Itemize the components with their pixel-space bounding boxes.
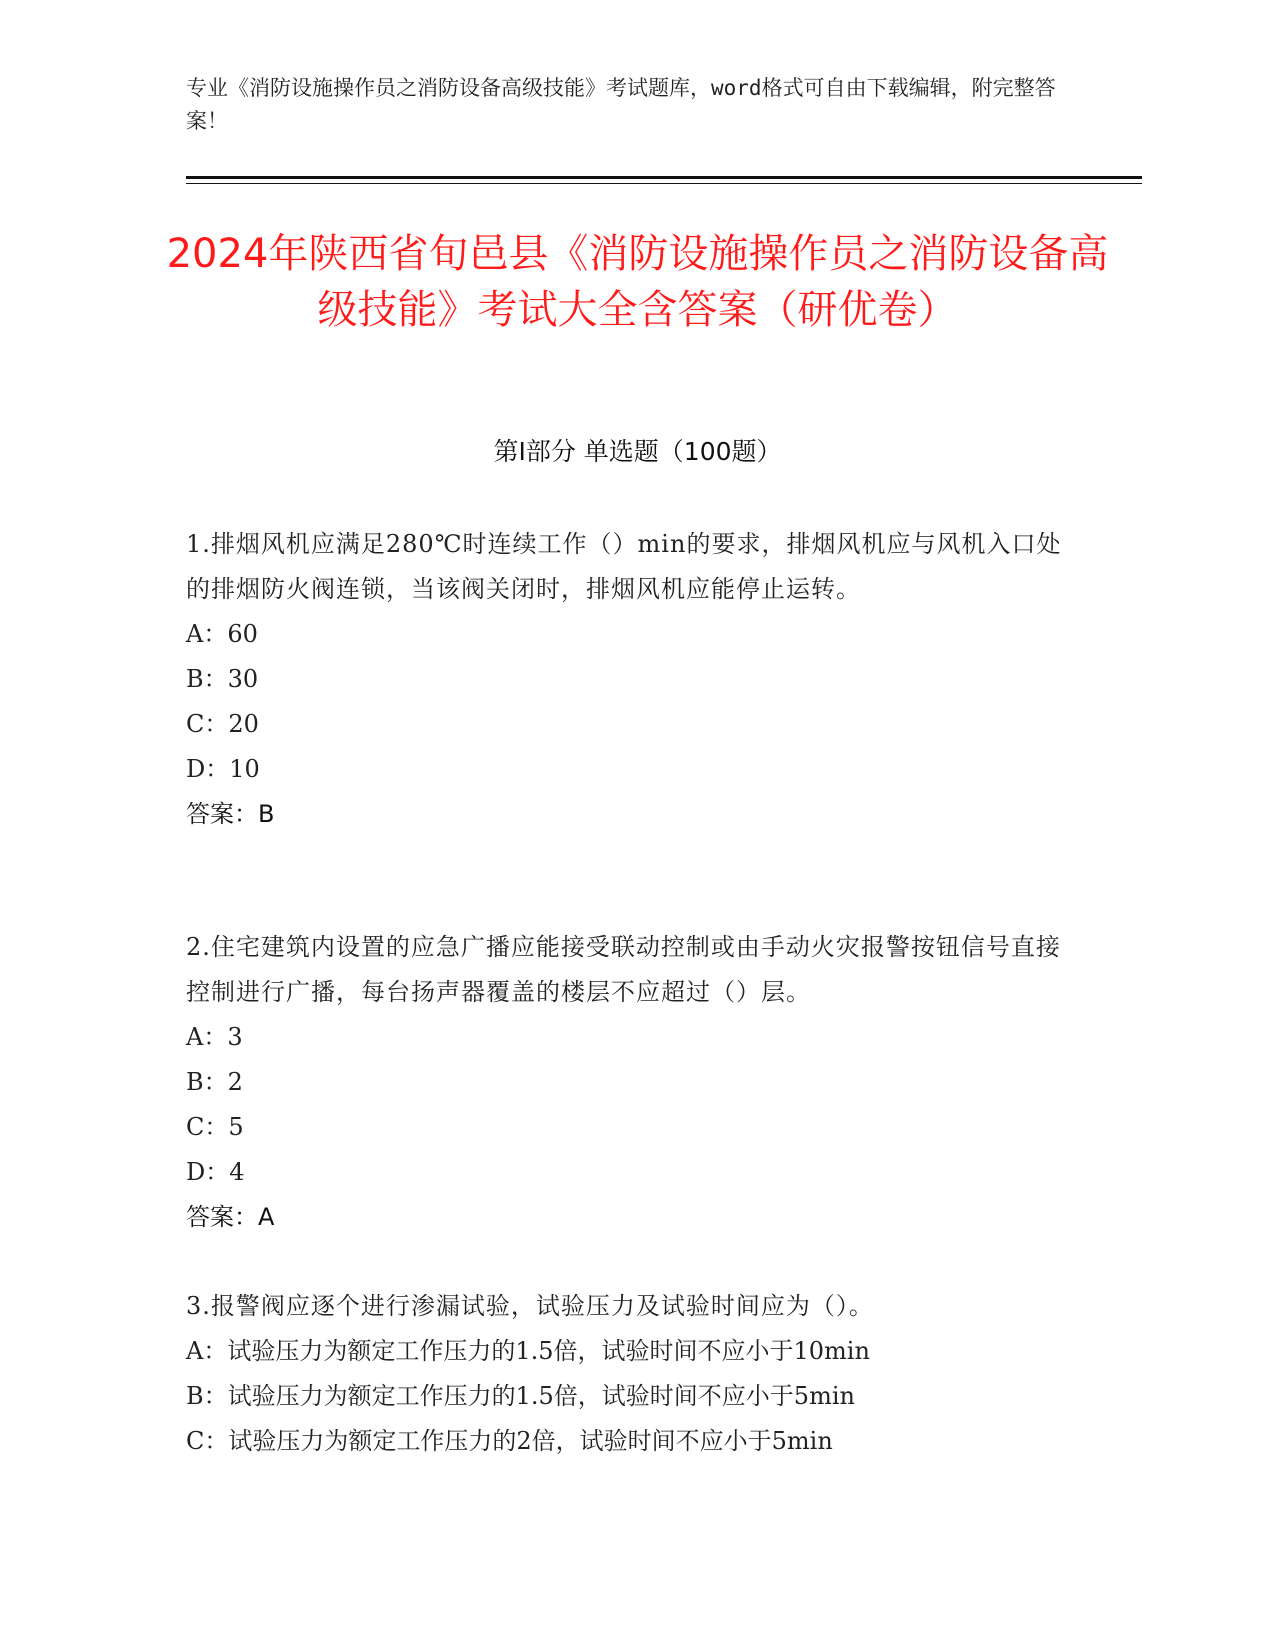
question-stem: 3.报警阀应逐个进行渗漏试验，试验压力及试验时间应为（）。 [186, 1292, 874, 1320]
header-note: 专业《消防设施操作员之消防设备高级技能》考试题库，word格式可自由下载编辑，附完整答案！ [186, 76, 1056, 133]
question-stem: 2.住宅建筑内设置的应急广播应能接受联动控制或由手动火灾报警按钮信号直接控制进行广播，每台扬声器覆盖的楼层不应超过（）层。 [186, 933, 1061, 1006]
option-d: D：10 [186, 755, 260, 783]
document-title: 2024年陕西省旬邑县《消防设施操作员之消防设备高级技能》考试大全含答案（研优卷） [166, 231, 1109, 333]
option-a: A：3 [186, 1023, 243, 1051]
answer-line: 答案：B [186, 800, 275, 828]
option-b: B：30 [186, 665, 259, 693]
option-c: C：试验压力为额定工作压力的2倍，试验时间不应小于5min [186, 1427, 833, 1455]
option-d: D：4 [186, 1158, 245, 1186]
option-a: A：试验压力为额定工作压力的1.5倍，试验时间不应小于10min [186, 1337, 870, 1365]
option-b: B：2 [186, 1068, 243, 1096]
question-1 [186, 522, 1066, 837]
answer-line: 答案：A [186, 1203, 275, 1231]
section-heading: 第Ⅰ部分 单选题（100题） [493, 437, 782, 466]
option-b: B：试验压力为额定工作压力的1.5倍，试验时间不应小于5min [186, 1382, 855, 1410]
question-2 [186, 925, 1066, 1240]
header-divider-thick [186, 176, 1142, 179]
option-a: A：60 [186, 620, 258, 648]
header-divider-thin [186, 183, 1142, 184]
question-stem: 1.排烟风机应满足280℃时连续工作（）min的要求，排烟风机应与风机入口处的排烟防火阀连锁，当该阀关闭时，排烟风机应能停止运转。 [186, 530, 1062, 603]
option-c: C：5 [186, 1113, 244, 1141]
question-3 [186, 1284, 1066, 1464]
option-c: C：20 [186, 710, 259, 738]
